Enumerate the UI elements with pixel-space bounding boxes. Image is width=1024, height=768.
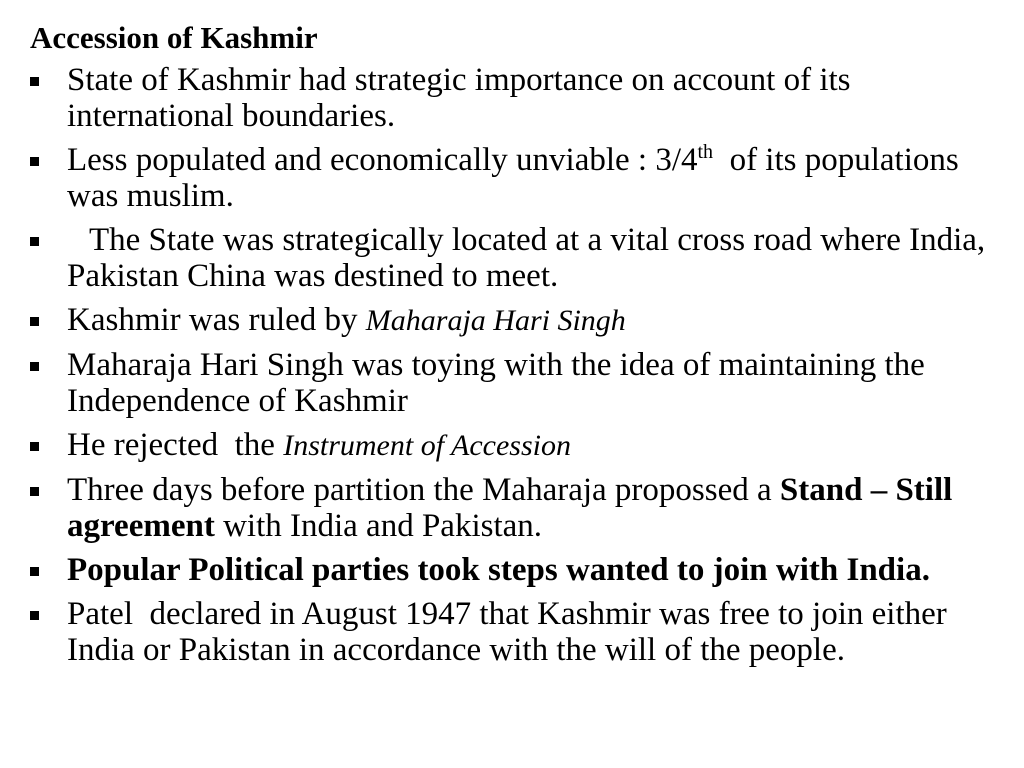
square-bullet-icon [30, 77, 39, 86]
bullet-text: State of Kashmir had strategic importance on account of its international boundaries. [67, 62, 851, 134]
list-item [0, 222, 1000, 294]
superscript-th: th [697, 141, 714, 163]
square-bullet-icon [30, 237, 39, 246]
bullet-text: He rejected the [67, 427, 284, 463]
italic-text: Instrument of Accession [283, 429, 571, 462]
list-item [0, 347, 1000, 419]
list-item [0, 472, 1000, 544]
square-bullet-icon [30, 487, 39, 496]
list-item [0, 142, 1000, 214]
square-bullet-icon [30, 442, 39, 451]
italic-text: Maharaja Hari Singh [365, 304, 626, 337]
list-item [0, 427, 1000, 464]
slide-title: Accession of Kashmir [30, 20, 318, 55]
list-item [0, 302, 1000, 339]
bold-text: Stand – Still agreement [67, 472, 953, 544]
square-bullet-icon [30, 362, 39, 371]
bullet-text: The State was strategically located at a vital cross road where India, Pakistan China was destined to meet. [67, 222, 986, 294]
list-item [0, 596, 1000, 668]
bullet-text: of its populations was muslim. [67, 142, 967, 214]
bullet-text: Maharaja Hari Singh was toying with the idea of maintaining the Independence of Kashmir [67, 347, 925, 419]
bold-text: Popular Political parties took steps wanted to join with India. [67, 552, 930, 588]
bullet-text: Less populated and economically unviable : 3/4 [67, 142, 698, 178]
bullet-text: Kashmir was ruled by [67, 302, 366, 338]
bullet-text: Patel declared in August 1947 that Kashmir was free to join either India or Pakistan in accordance with the will of the people. [67, 596, 956, 668]
bullet-text: Three days before partition the Maharaja propossed a [67, 472, 780, 508]
list-item [0, 62, 1000, 134]
bullet-text: with India and Pakistan. [214, 508, 543, 544]
bullet-list [0, 62, 1000, 676]
square-bullet-icon [30, 157, 39, 166]
list-item [0, 552, 1000, 588]
square-bullet-icon [30, 567, 39, 576]
square-bullet-icon [30, 317, 39, 326]
square-bullet-icon [30, 611, 39, 620]
